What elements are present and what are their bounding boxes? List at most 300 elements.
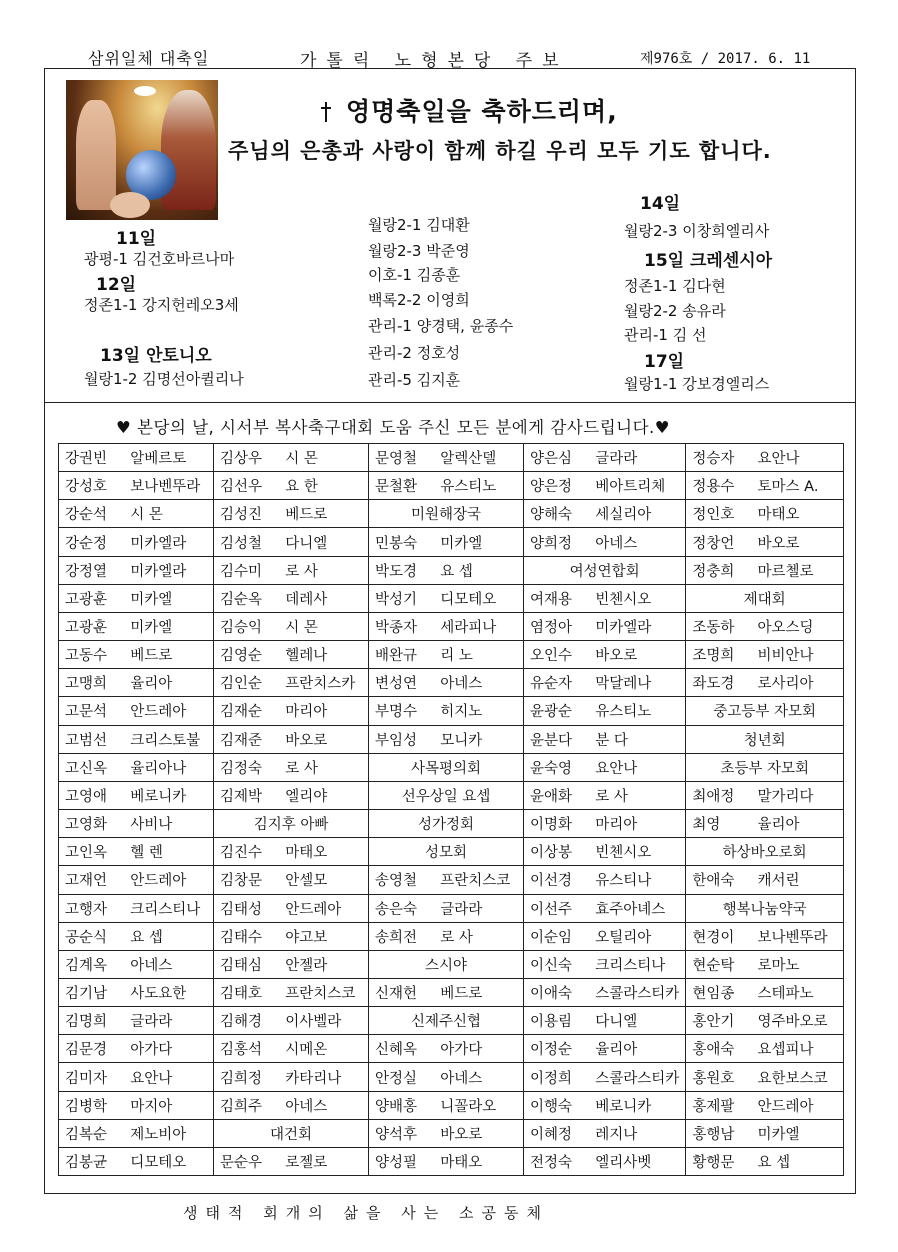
donor-name: 유순자 <box>530 676 573 693</box>
donor-cell <box>524 612 686 640</box>
donor-baptismal-name: 바오로 <box>595 648 638 665</box>
donor-cell <box>686 1007 844 1035</box>
donor-cell <box>524 1091 686 1119</box>
donor-baptismal-name: 미카엘 <box>130 591 173 608</box>
donor-cell <box>59 1147 214 1175</box>
table-row <box>59 500 844 528</box>
donor-baptismal-name: 카타리나 <box>285 1070 342 1087</box>
donor-baptismal-name: 유스티나 <box>595 873 652 890</box>
table-row <box>59 556 844 584</box>
donor-baptismal-name: 제노비아 <box>130 1126 187 1143</box>
donor-name: 김봉균 <box>65 1154 108 1171</box>
donor-name: 부명수 <box>375 704 418 721</box>
donor-cell <box>214 1035 369 1063</box>
donor-name: 윤분다 <box>530 732 573 749</box>
donor-name: 염정아 <box>530 620 573 637</box>
donor-name: 최애정 <box>692 788 735 805</box>
donor-cell <box>686 978 844 1006</box>
donor-name: 문철환 <box>375 479 418 496</box>
donor-cell <box>214 584 369 612</box>
donor-name: 박성기 <box>375 591 418 608</box>
donor-baptismal-name: 바오로 <box>757 535 800 552</box>
donor-name: 현임종 <box>692 986 735 1003</box>
donor-baptismal-name: 스테파노 <box>757 986 814 1003</box>
donor-baptismal-name: 빈첸시오 <box>595 591 652 608</box>
donor-name: 이선경 <box>530 873 573 890</box>
donor-name: 문영철 <box>375 451 418 468</box>
donor-cell <box>369 612 524 640</box>
donor-name: 부임성 <box>375 732 418 749</box>
donor-cell <box>524 950 686 978</box>
donor-baptismal-name: 마태오 <box>757 507 800 524</box>
donor-baptismal-name: 아네스 <box>285 1098 328 1115</box>
donor-cell <box>369 978 524 1006</box>
donor-name: 김희정 <box>220 1070 263 1087</box>
donor-cell <box>59 1091 214 1119</box>
donor-baptismal-name: 아오스딩 <box>757 620 814 637</box>
donor-baptismal-name: 아네스 <box>440 1070 483 1087</box>
feast-day-heading: 14일 <box>640 194 681 214</box>
donor-name: 김명희 <box>65 1014 108 1031</box>
donor-cell <box>524 753 686 781</box>
feast-entry: 월랑2-3 박준영 <box>368 242 470 260</box>
donor-cell <box>59 641 214 669</box>
donor-cell <box>369 556 524 584</box>
donor-cell <box>214 866 369 894</box>
donor-name: 신혜옥 <box>375 1042 418 1059</box>
donor-baptismal-name: 리 노 <box>440 648 473 665</box>
donor-cell <box>369 528 524 556</box>
donor-baptismal-name: 마지아 <box>130 1098 173 1115</box>
feast-entry: 관리-5 김지훈 <box>368 371 461 389</box>
donor-baptismal-name: 안젤라 <box>285 957 328 974</box>
donor-baptismal-name: 안드레아 <box>130 873 187 890</box>
donor-baptismal-name: 마르첼로 <box>757 563 814 580</box>
donor-baptismal-name: 안드레아 <box>757 1098 814 1115</box>
donor-baptismal-name: 크리스티나 <box>130 901 201 918</box>
donor-cell <box>59 584 214 612</box>
donor-baptismal-name: 미카엘 <box>757 1126 800 1143</box>
donor-name: 고영애 <box>65 788 108 805</box>
donor-name: 양은심 <box>530 451 573 468</box>
donor-baptismal-name: 시 몬 <box>285 451 318 468</box>
donor-cell <box>524 1147 686 1175</box>
feast-entry: 정존1-1 김다현 <box>624 277 726 295</box>
donor-baptismal-name: 분 다 <box>595 732 628 749</box>
donor-baptismal-name: 사도요한 <box>130 986 187 1003</box>
donor-baptismal-name: 보나벤뚜라 <box>757 929 828 946</box>
donor-baptismal-name: 시메온 <box>285 1042 328 1059</box>
donor-cell <box>686 810 844 838</box>
donor-baptismal-name: 베드로 <box>440 986 483 1003</box>
donor-name: 양석후 <box>375 1126 418 1143</box>
donor-name: 정충희 <box>692 563 735 580</box>
feast-day-heading: 13일 안토니오 <box>100 346 212 366</box>
donor-baptismal-name: 크리스티나 <box>595 957 666 974</box>
donor-cell: 성모회 <box>369 838 524 866</box>
donor-cell <box>214 838 369 866</box>
donor-name: 김정숙 <box>220 760 263 777</box>
donor-table <box>58 443 844 1176</box>
donor-name: 김기남 <box>65 986 108 1003</box>
donor-cell <box>214 612 369 640</box>
donor-name: 양희정 <box>530 535 573 552</box>
donor-cell <box>524 978 686 1006</box>
donor-cell: 대건회 <box>214 1119 369 1147</box>
donor-name: 고범선 <box>65 732 108 749</box>
donor-baptismal-name: 요 셉 <box>757 1154 791 1171</box>
donor-cell: 중고등부 자모회 <box>686 697 844 725</box>
donor-name: 김재준 <box>220 732 263 749</box>
donor-cell <box>369 472 524 500</box>
donor-cell <box>686 556 844 584</box>
table-row <box>59 528 844 556</box>
donor-name: 정용수 <box>692 479 735 496</box>
donor-baptismal-name: 율리아 <box>130 676 173 693</box>
donor-name: 고문석 <box>65 704 108 721</box>
donor-name: 김복순 <box>65 1126 108 1143</box>
donor-cell: 청년회 <box>686 725 844 753</box>
donor-baptismal-name: 요 셉 <box>440 563 473 580</box>
table-row <box>59 472 844 500</box>
donor-baptismal-name: 마태오 <box>285 845 328 862</box>
feast-day-heading: 17일 <box>644 352 685 372</box>
donor-cell <box>524 922 686 950</box>
donor-cell <box>686 866 844 894</box>
header-bulletin-title: 가톨릭 노형본당 주보 <box>300 51 569 71</box>
donor-name: 고행자 <box>65 901 108 918</box>
donor-name: 김미자 <box>65 1070 108 1087</box>
feast-entry: 백록2-2 이영희 <box>368 291 470 309</box>
table-row <box>59 669 844 697</box>
donor-baptismal-name: 아네스 <box>440 676 483 693</box>
table-row <box>59 894 844 922</box>
donor-cell <box>214 528 369 556</box>
donor-name: 이애숙 <box>530 986 573 1003</box>
donor-baptismal-name: 베로니카 <box>595 1098 652 1115</box>
donor-name: 정인호 <box>692 507 735 524</box>
donor-name: 고맹희 <box>65 676 108 693</box>
donor-name: 이명화 <box>530 817 573 834</box>
table-row <box>59 978 844 1006</box>
donor-cell <box>524 866 686 894</box>
donor-baptismal-name: 로젤로 <box>285 1154 328 1171</box>
donor-cell <box>686 922 844 950</box>
donor-name: 신재헌 <box>375 986 418 1003</box>
donor-cell <box>524 1119 686 1147</box>
donor-baptismal-name: 미카엘 <box>440 535 483 552</box>
donor-cell: 사목평의회 <box>369 753 524 781</box>
donor-name: 여재용 <box>530 591 573 608</box>
donor-baptismal-name: 사비나 <box>130 817 173 834</box>
donor-baptismal-name: 말가리다 <box>757 788 814 805</box>
donor-cell <box>214 444 369 472</box>
donor-cell <box>369 641 524 669</box>
donor-cell <box>686 669 844 697</box>
donor-name: 이상봉 <box>530 845 573 862</box>
donor-baptismal-name: 시 몬 <box>285 620 318 637</box>
donor-cell <box>524 1035 686 1063</box>
donor-cell <box>59 556 214 584</box>
donor-name: 이혜정 <box>530 1126 573 1143</box>
donor-cell <box>214 978 369 1006</box>
donor-cell <box>369 922 524 950</box>
table-row <box>59 612 844 640</box>
donor-name: 김성철 <box>220 535 263 552</box>
table-row <box>59 1119 844 1147</box>
donor-baptismal-name: 니꼴라오 <box>440 1098 497 1115</box>
donor-name: 안정실 <box>375 1070 418 1087</box>
donor-name: 김태심 <box>220 957 263 974</box>
donor-cell <box>686 528 844 556</box>
donor-cell <box>686 1063 844 1091</box>
donor-cell <box>214 922 369 950</box>
donor-name: 김계옥 <box>65 957 108 974</box>
donor-baptismal-name: 시 몬 <box>130 507 163 524</box>
feast-entry: 정존1-1 강지헌레오3세 <box>84 296 239 314</box>
donor-baptismal-name: 로사리아 <box>757 676 814 693</box>
donor-cell <box>59 866 214 894</box>
donor-cell <box>686 1091 844 1119</box>
thanks-message: ♥ 본당의 날, 시서부 복사축구대회 도움 주신 모든 분에게 감사드립니다.♥ <box>116 418 671 437</box>
feast-entry: 관리-1 김 선 <box>624 326 707 344</box>
donor-cell <box>369 866 524 894</box>
section-divider <box>44 402 856 403</box>
donor-baptismal-name: 요 한 <box>285 479 318 496</box>
donor-cell <box>59 1119 214 1147</box>
donor-baptismal-name: 요안나 <box>130 1070 173 1087</box>
donor-name: 김병학 <box>65 1098 108 1115</box>
donor-cell <box>524 669 686 697</box>
donor-name: 박종자 <box>375 620 418 637</box>
donor-cell <box>686 781 844 809</box>
donor-cell <box>59 838 214 866</box>
banner-title: 영명축일을 축하드리며, <box>346 97 618 126</box>
donor-cell <box>59 697 214 725</box>
donor-cell <box>214 781 369 809</box>
donor-cell <box>524 1063 686 1091</box>
donor-name: 양해숙 <box>530 507 573 524</box>
donor-cell <box>686 641 844 669</box>
donor-name: 김성진 <box>220 507 263 524</box>
feast-entry: 월랑1-1 강보경엘리스 <box>624 375 770 393</box>
donor-name: 이선주 <box>530 901 573 918</box>
donor-baptismal-name: 아네스 <box>595 535 638 552</box>
donor-name: 고영화 <box>65 817 108 834</box>
donor-cell <box>59 950 214 978</box>
donor-name: 민봉숙 <box>375 535 418 552</box>
donor-cell <box>214 697 369 725</box>
donor-cell <box>686 472 844 500</box>
table-row <box>59 584 844 612</box>
donor-name: 김창문 <box>220 873 263 890</box>
table-row <box>59 1007 844 1035</box>
donor-name: 김홍석 <box>220 1042 263 1059</box>
table-row <box>59 922 844 950</box>
donor-baptismal-name: 요안나 <box>757 451 800 468</box>
trinity-painting <box>66 80 218 220</box>
donor-cell <box>524 472 686 500</box>
donor-baptismal-name: 디모테오 <box>440 591 497 608</box>
donor-baptismal-name: 바오로 <box>285 732 328 749</box>
donor-name: 한애숙 <box>692 873 735 890</box>
table-row <box>59 838 844 866</box>
donor-baptismal-name: 율리아나 <box>130 760 187 777</box>
donor-baptismal-name: 빈첸시오 <box>595 845 652 862</box>
donor-cell <box>686 950 844 978</box>
donor-baptismal-name: 캐서린 <box>757 873 800 890</box>
donor-cell: 행복나눔약국 <box>686 894 844 922</box>
donor-baptismal-name: 아네스 <box>130 957 173 974</box>
donor-baptismal-name: 다니엘 <box>595 1014 638 1031</box>
donor-name: 고재언 <box>65 873 108 890</box>
header-issue-date: 제976호 / 2017. 6. 11 <box>640 51 811 67</box>
donor-baptismal-name: 다니엘 <box>285 535 328 552</box>
table-row <box>59 641 844 669</box>
donor-baptismal-name: 글라라 <box>595 451 638 468</box>
donor-cell <box>524 1007 686 1035</box>
donor-baptismal-name: 율리아 <box>757 817 800 834</box>
donor-cell <box>214 1091 369 1119</box>
donor-name: 조동하 <box>692 620 735 637</box>
feast-entry: 월랑2-2 송유라 <box>624 302 726 320</box>
donor-baptismal-name: 마태오 <box>440 1154 483 1171</box>
donor-baptismal-name: 율리아 <box>595 1042 638 1059</box>
donor-cell <box>524 444 686 472</box>
donor-cell: 신제주신협 <box>369 1007 524 1035</box>
donor-baptismal-name: 헬레나 <box>285 648 328 665</box>
donor-baptismal-name: 로 사 <box>595 788 628 805</box>
donor-baptismal-name: 베드로 <box>285 507 328 524</box>
donor-baptismal-name: 로 사 <box>285 760 318 777</box>
donor-cell <box>59 528 214 556</box>
donor-name: 강정열 <box>65 563 108 580</box>
donor-baptismal-name: 히지노 <box>440 704 483 721</box>
donor-name: 이신숙 <box>530 957 573 974</box>
donor-name: 김영순 <box>220 648 263 665</box>
donor-name: 윤애화 <box>530 788 573 805</box>
donor-cell <box>369 584 524 612</box>
donor-baptismal-name: 오틸리아 <box>595 929 652 946</box>
donor-cell <box>214 472 369 500</box>
donor-name: 김태호 <box>220 986 263 1003</box>
donor-cell <box>369 697 524 725</box>
donor-name: 강순석 <box>65 507 108 524</box>
donor-cell <box>686 1119 844 1147</box>
donor-name: 강권빈 <box>65 451 108 468</box>
donor-cell <box>214 725 369 753</box>
donor-name: 이정순 <box>530 1042 573 1059</box>
donor-name: 김상우 <box>220 451 263 468</box>
feast-entry: 월랑2-1 김대환 <box>368 216 470 234</box>
donor-baptismal-name: 글라라 <box>130 1014 173 1031</box>
feast-day-heading: 12일 <box>96 275 137 295</box>
table-row <box>59 697 844 725</box>
donor-baptismal-name: 요셉피나 <box>757 1042 814 1059</box>
donor-name: 김태수 <box>220 929 263 946</box>
donor-name: 홍안기 <box>692 1014 735 1031</box>
donor-cell: 김지후 아빠 <box>214 810 369 838</box>
donor-baptismal-name: 세실리아 <box>595 507 652 524</box>
donor-baptismal-name: 크리스토불 <box>130 732 201 749</box>
donor-baptismal-name: 로 사 <box>440 929 473 946</box>
table-row <box>59 444 844 472</box>
donor-cell <box>59 753 214 781</box>
donor-cell <box>686 1035 844 1063</box>
donor-baptismal-name: 유스티노 <box>595 704 652 721</box>
donor-baptismal-name: 미카엘라 <box>130 535 187 552</box>
donor-name: 이정희 <box>530 1070 573 1087</box>
donor-baptismal-name: 프란치스코 <box>285 986 356 1003</box>
donor-cell: 성가정회 <box>369 810 524 838</box>
donor-name: 문순우 <box>220 1154 263 1171</box>
donor-cell <box>369 1147 524 1175</box>
donor-name: 변성연 <box>375 676 418 693</box>
donor-name: 김인순 <box>220 676 263 693</box>
donor-name: 김재순 <box>220 704 263 721</box>
donor-baptismal-name: 마리아 <box>285 704 328 721</box>
donor-cell: 미원해장국 <box>369 500 524 528</box>
donor-cell <box>524 500 686 528</box>
donor-baptismal-name: 야고보 <box>285 929 328 946</box>
donor-cell <box>369 669 524 697</box>
donor-cell <box>369 1091 524 1119</box>
donor-name: 최영 <box>692 817 721 834</box>
donor-name: 윤숙영 <box>530 760 573 777</box>
donor-name: 고광훈 <box>65 591 108 608</box>
donor-baptismal-name: 엘리야 <box>285 788 328 805</box>
donor-name: 좌도경 <box>692 676 735 693</box>
header-feast-name: 삼위일체 대축일 <box>88 49 210 68</box>
donor-name: 고인옥 <box>65 845 108 862</box>
donor-baptismal-name: 데레사 <box>285 591 328 608</box>
donor-name: 배완규 <box>375 648 418 665</box>
donor-cell <box>214 753 369 781</box>
donor-cell <box>524 641 686 669</box>
donor-baptismal-name: 이사벨라 <box>285 1014 342 1031</box>
table-row <box>59 810 844 838</box>
donor-baptismal-name: 로마노 <box>757 957 800 974</box>
donor-baptismal-name: 안셀모 <box>285 873 328 890</box>
donor-name: 정승자 <box>692 451 735 468</box>
table-row <box>59 725 844 753</box>
donor-cell <box>369 894 524 922</box>
donor-name: 고신옥 <box>65 760 108 777</box>
donor-cell <box>369 725 524 753</box>
donor-name: 송영철 <box>375 873 418 890</box>
donor-cell: 제대회 <box>686 584 844 612</box>
donor-baptismal-name: 유스티노 <box>440 479 497 496</box>
donor-cell: 여성연합회 <box>524 556 686 584</box>
donor-name: 송희전 <box>375 929 418 946</box>
donor-cell: 초등부 자모회 <box>686 753 844 781</box>
donor-cell <box>59 922 214 950</box>
feast-entry: 이호-1 김종훈 <box>368 266 461 284</box>
donor-cell <box>214 556 369 584</box>
donor-name: 윤광순 <box>530 704 573 721</box>
donor-cell <box>59 444 214 472</box>
feast-entry: 광평-1 김건호바르나마 <box>84 250 235 268</box>
donor-cell <box>214 1007 369 1035</box>
donor-baptismal-name: 로 사 <box>285 563 318 580</box>
donor-baptismal-name: 막달레나 <box>595 676 652 693</box>
donor-cell <box>214 669 369 697</box>
donor-name: 김진수 <box>220 845 263 862</box>
table-row <box>59 1091 844 1119</box>
donor-cell: 스시야 <box>369 950 524 978</box>
donor-baptismal-name: 안드레아 <box>130 704 187 721</box>
table-row <box>59 866 844 894</box>
